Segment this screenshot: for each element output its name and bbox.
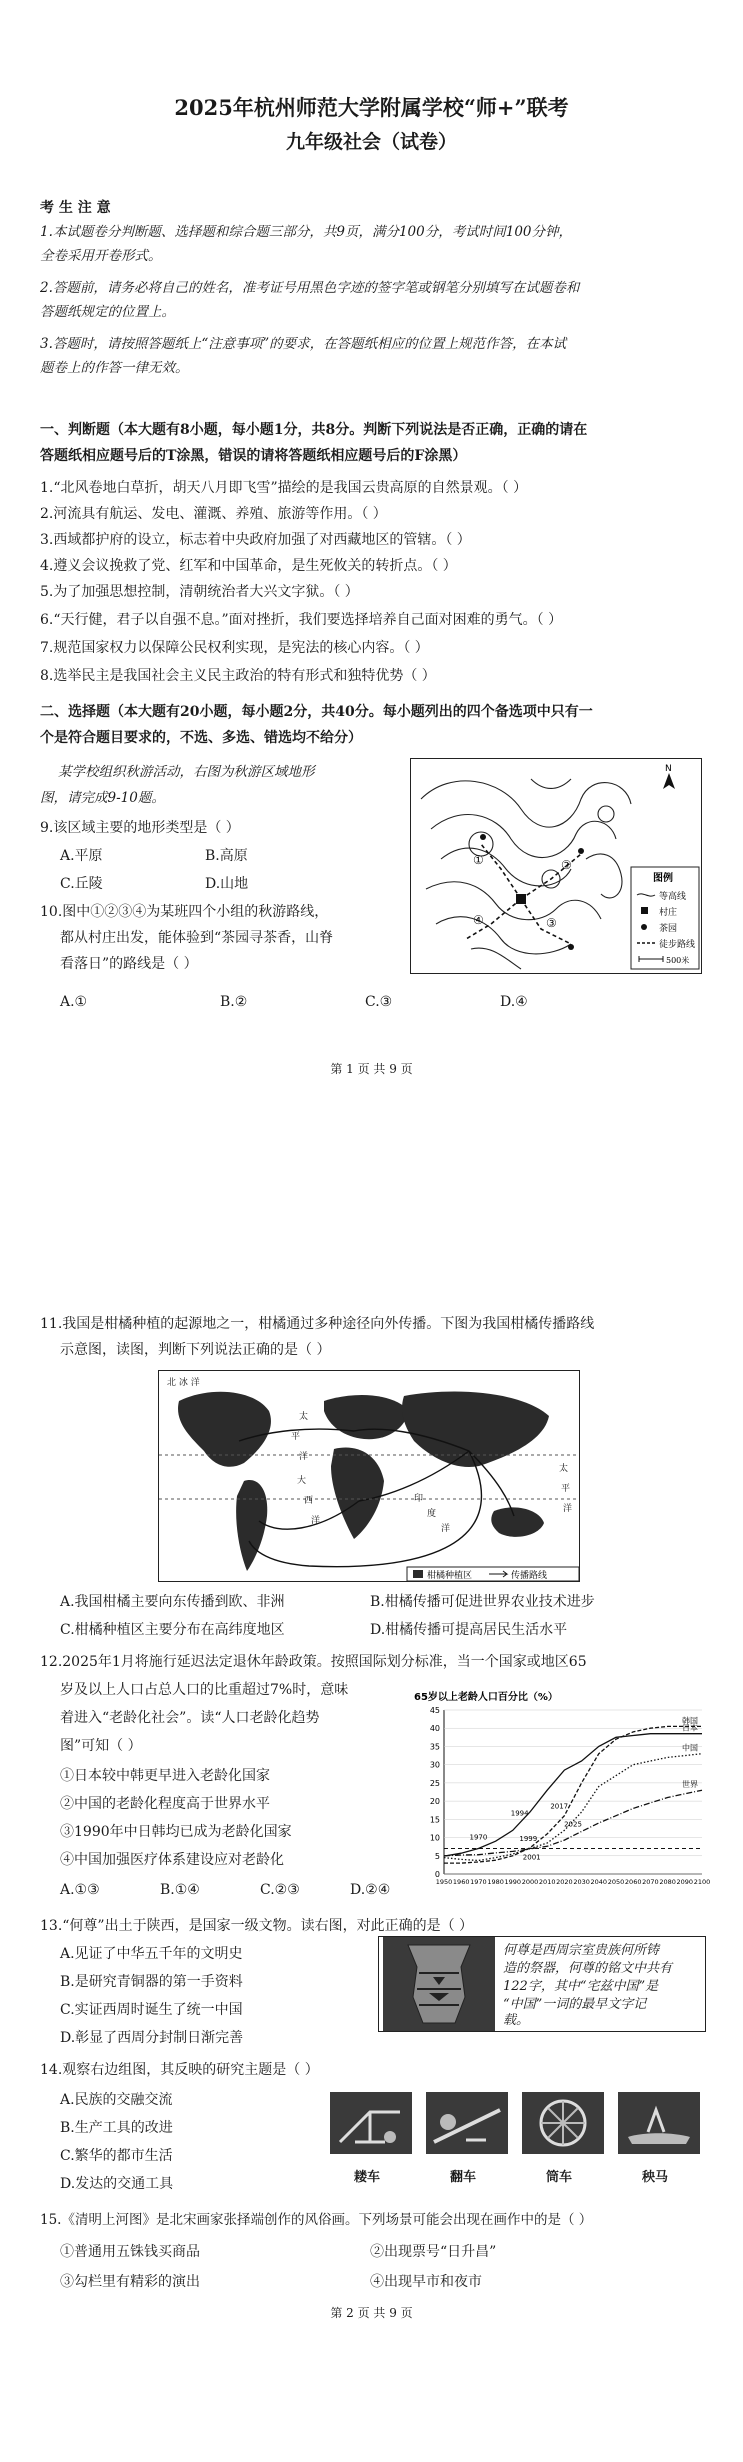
q10-option-a: A.①	[60, 994, 88, 1010]
q11-option-d: D.柑橘传播可提高居民生活水平	[370, 1622, 568, 1638]
page-title: 2025年杭州师范大学附属学校“师+”联考	[174, 95, 569, 120]
q12-stem: 12.2025年1月将施行延迟法定退休年龄政策。按照国际划分标准，当一个国家或地区65	[40, 1654, 587, 1670]
q12-stem: 岁及以上人口占总人口的比重超过7%时，意味	[60, 1682, 349, 1698]
q12-option-c: C.②③	[260, 1882, 300, 1898]
svg-text:洋: 洋	[563, 1504, 573, 1514]
q14-option-a: A.民族的交融交流	[60, 2092, 173, 2108]
page-subtitle: 九年级社会（试卷）	[285, 131, 457, 153]
q15-item: ②出现票号“日升昌”	[370, 2244, 497, 2260]
q9-intro: 某学校组织秋游活动，右图为秋游区域地形	[58, 764, 315, 780]
judgment-item: 3.西域都护府的设立，标志着中央政府加强了对西藏地区的管辖。（ ）	[40, 532, 471, 548]
annotation-label: 2025	[564, 1820, 582, 1829]
q13-option-a: A.见证了中华五千年的文明史	[60, 1946, 243, 1962]
continent-south-america	[236, 1480, 267, 1571]
hiking-route-2	[521, 854, 581, 899]
topographic-map-svg	[411, 759, 702, 974]
north-arrow-icon	[663, 764, 675, 789]
he-zun-vessel-icon	[383, 1937, 495, 2031]
q15-item: ①普通用五铢钱买商品	[60, 2244, 200, 2260]
y-tick-label: 40	[429, 1724, 440, 1734]
q9-option-a: A.平原	[60, 848, 103, 864]
he-zun-caption: 何尊是西周宗室贵族何所铸	[503, 1943, 660, 1958]
svg-text:西: 西	[304, 1496, 314, 1506]
legend-region-icon	[413, 1570, 423, 1578]
x-tick-label: 2070	[642, 1878, 659, 1886]
q10-stem: 10.图中①②③④为某班四个小组的秋游路线，	[40, 904, 329, 920]
q12-option-d: D.②④	[350, 1882, 391, 1898]
q15-stem: 15.《清明上河图》是北宋画家张择端创作的风俗画。下列场景可能会出现在画作中的是（ ）	[40, 2212, 593, 2228]
route-label: ②	[561, 858, 572, 872]
contour-peak	[598, 806, 614, 822]
aging-chart	[410, 1688, 710, 1898]
tool-caption: 翻车	[450, 2170, 477, 2185]
contour-line	[531, 779, 571, 788]
q14-option-d: D.发达的交通工具	[60, 2176, 174, 2192]
q14-option-b: B.生产工具的改进	[60, 2120, 173, 2136]
series-label: 韩国	[682, 1716, 698, 1726]
x-tick-label: 1990	[504, 1878, 522, 1886]
q12-item: ③1990年中日韩均已成为老龄化国家	[60, 1824, 292, 1840]
tools-figure-group	[330, 2092, 710, 2204]
y-tick-label: 20	[429, 1797, 440, 1807]
x-tick-label: 2100	[693, 1878, 710, 1886]
svg-text:柑橘种植区: 柑橘种植区	[427, 1571, 473, 1581]
q11-option-c: C.柑橘种植区主要分布在高纬度地区	[60, 1622, 285, 1638]
svg-text:洋: 洋	[299, 1452, 309, 1462]
notice-line: 全卷采用开卷形式。	[40, 248, 162, 264]
q12-item: ④中国加强医疗体系建设应对老龄化	[60, 1852, 284, 1868]
q10-option-d: D.④	[500, 994, 528, 1010]
svg-text:村庄: 村庄	[659, 908, 678, 918]
q10-option-b: B.②	[220, 994, 248, 1010]
legend-tea-icon	[641, 924, 647, 930]
judgment-item: 1.“北风卷地白草折，胡天八月即飞雪”描绘的是我国云贵高原的自然景观。（ ）	[40, 480, 528, 496]
annotation-label: 1970	[469, 1833, 488, 1842]
q9-option-d: D.山地	[205, 876, 249, 892]
svg-text:印: 印	[414, 1494, 424, 1504]
y-tick-label: 5	[434, 1851, 440, 1861]
x-tick-label: 1980	[487, 1878, 504, 1886]
q15-item: ③勾栏里有精彩的演出	[60, 2274, 200, 2290]
x-tick-label: 2030	[573, 1878, 590, 1886]
svg-text:平: 平	[561, 1484, 571, 1494]
tea-garden-marker	[568, 944, 574, 950]
y-tick-label: 25	[429, 1778, 440, 1788]
svg-text:洋: 洋	[441, 1524, 451, 1534]
svg-text:大: 大	[297, 1476, 307, 1486]
contour-line	[441, 848, 571, 886]
judgment-item: 7.规范国家权力以保障公民权利实现，是宪法的核心内容。（ ）	[40, 640, 429, 656]
y-tick-label: 35	[429, 1742, 440, 1752]
x-tick-label: 1970	[470, 1878, 487, 1886]
series-label: 世界	[682, 1780, 698, 1790]
legend-village-icon	[641, 907, 648, 914]
route-label: ①	[473, 853, 484, 867]
aging-chart-svg	[410, 1688, 710, 1898]
page-footer: 第 1 页 共 9 页	[330, 1062, 413, 1076]
he-zun-figure	[378, 1936, 706, 2032]
section2-header: 二、选择题（本大题有20小题，每小题2分，共40分。每小题列出的四个备选项中只有一	[40, 704, 593, 720]
he-zun-caption: “中国”一词的最早文字记	[503, 1997, 647, 2012]
q14-option-c: C.繁华的都市生活	[60, 2148, 173, 2164]
q11-stem: 11.我国是柑橘种植的起源地之一，柑橘通过多种途径向外传播。下图为我国柑橘传播路线	[40, 1316, 595, 1332]
page-footer: 第 2 页 共 9 页	[330, 2306, 413, 2320]
series-line	[444, 1754, 702, 1861]
continent-australia	[491, 1507, 544, 1536]
continent-africa	[331, 1448, 384, 1539]
y-tick-label: 10	[429, 1833, 440, 1843]
q11-stem: 示意图，读图，判断下列说法正确的是（ ）	[60, 1342, 331, 1358]
q13-option-d: D.彰显了西周分封制日渐完善	[60, 2030, 244, 2046]
contour-line	[421, 781, 631, 827]
annotation-label: 1999	[519, 1835, 538, 1844]
y-tick-label: 45	[429, 1706, 440, 1715]
x-tick-label: 2040	[590, 1878, 608, 1886]
continent-asia	[402, 1392, 549, 1467]
judgment-item: 6.“天行健，君子以自强不息。”面对挫折，我们要选择培养自己面对困难的勇气。（ ）	[40, 612, 563, 628]
route-label: ③	[546, 916, 557, 930]
svg-text:平: 平	[291, 1432, 301, 1442]
svg-text:洋: 洋	[311, 1516, 321, 1526]
svg-text:茶园: 茶园	[659, 924, 678, 934]
notice-line: 答题纸规定的位置上。	[40, 304, 175, 320]
yang-ma-image	[618, 2092, 700, 2154]
q13-option-c: C.实证西周时诞生了统一中国	[60, 2002, 243, 2018]
q10-option-c: C.③	[365, 994, 393, 1010]
annotation-label: 2001	[522, 1853, 541, 1862]
q13-option-b: B.是研究青铜器的第一手资料	[60, 1974, 243, 1990]
x-tick-label: 2010	[538, 1878, 556, 1886]
section2-header: 个是符合题目要求的，不选、多选、错选均不给分）	[40, 730, 362, 746]
contour-line	[431, 815, 616, 858]
x-tick-label: 2090	[676, 1878, 694, 1886]
x-tick-label: 2060	[624, 1878, 642, 1886]
tool-caption: 筒车	[546, 2170, 573, 2185]
village-marker	[516, 894, 526, 904]
q9-intro: 图，请完成9-10题。	[40, 790, 165, 806]
section1-header: 一、判断题（本大题有8小题，每小题1分，共8分。判断下列说法是否正确，正确的请在	[40, 422, 588, 438]
svg-text:徒步路线: 徒步路线	[659, 940, 696, 950]
x-tick-label: 2080	[659, 1878, 676, 1886]
q12-stem: 图”可知（ ）	[60, 1738, 142, 1754]
q10-stem: 看落日”的路线是（ ）	[60, 956, 198, 972]
contour-line	[586, 854, 622, 898]
annotation-label: 2017	[550, 1802, 569, 1811]
he-zun-caption: 载。	[503, 2013, 530, 2028]
x-tick-label: 2000	[521, 1878, 539, 1886]
map-legend	[407, 1567, 579, 1581]
q14-stem: 14.观察右边组图，其反映的研究主题是（ ）	[40, 2062, 319, 2078]
q12-stem: 着进入“老龄化社会”。读“人口老龄化趋势	[60, 1710, 320, 1726]
hiking-route-1	[481, 844, 521, 899]
section1-header: 答题纸相应题号后的T涂黑，错误的请将答题纸相应题号后的F涂黑）	[40, 448, 467, 464]
svg-text:北 冰 洋: 北 冰 洋	[167, 1378, 200, 1388]
he-zun-caption: 造的祭器，何尊的铭文中共有	[503, 1961, 673, 1976]
judgment-item: 5.为了加强思想控制，清朝统治者大兴文字狱。（ ）	[40, 584, 359, 600]
annotation-label: 1994	[510, 1809, 529, 1818]
x-tick-label: 1950	[435, 1878, 453, 1886]
contour-line	[471, 948, 521, 969]
q13-stem: 13.“何尊”出土于陕西，是国家一级文物。读右图，对此正确的是（ ）	[40, 1918, 474, 1934]
x-tick-label: 2050	[607, 1878, 625, 1886]
svg-text:度: 度	[427, 1509, 437, 1519]
svg-text:太: 太	[299, 1412, 309, 1422]
svg-text:传播路线: 传播路线	[511, 1571, 548, 1581]
q12-option-a: A.①③	[60, 1882, 100, 1898]
judgment-item: 4.遵义会议挽救了党、红军和中国革命，是生死攸关的转折点。（ ）	[40, 558, 457, 574]
topographic-map	[410, 758, 702, 974]
series-line	[444, 1726, 702, 1863]
y-tick-label: 0	[434, 1870, 440, 1879]
svg-text:太: 太	[559, 1464, 569, 1474]
tool-caption: 耧车	[354, 2170, 381, 2185]
q11-option-a: A.我国柑橘主要向东传播到欧、非洲	[60, 1594, 285, 1610]
tool-caption: 秧马	[642, 2170, 669, 2185]
lou-che-image	[330, 2092, 412, 2154]
y-tick-label: 30	[429, 1760, 440, 1770]
q12-option-b: B.①④	[160, 1882, 200, 1898]
q12-item: ①日本较中韩更早进入老龄化国家	[60, 1768, 270, 1784]
svg-text:图例: 图例	[653, 873, 673, 884]
q12-item: ②中国的老龄化程度高于世界水平	[60, 1796, 270, 1812]
notice-line: 2.答题前，请务必将自己的姓名，准考证号用黑色字迹的签字笔或钢笔分别填写在试题卷和	[40, 280, 580, 296]
svg-text:N: N	[665, 764, 672, 774]
notice-heading: 考 生 注 意	[40, 200, 111, 216]
map-legend	[631, 867, 699, 969]
he-zun-caption: 122字，其中“宅兹中国”是	[503, 1979, 659, 1994]
judgment-item: 2.河流具有航运、发电、灌溉、养殖、旅游等作用。（ ）	[40, 506, 387, 522]
svg-text:500米: 500米	[666, 956, 690, 965]
route-label: ④	[473, 913, 484, 927]
q15-item: ④出现早市和夜市	[370, 2274, 482, 2290]
q11-option-b: B.柑橘传播可促进世界农业技术进步	[370, 1594, 595, 1610]
q10-stem: 都从村庄出发，能体验到“茶园寻茶香，山脊	[60, 930, 334, 946]
contour-line	[426, 882, 601, 920]
x-tick-label: 2020	[556, 1878, 573, 1886]
tea-garden-marker	[578, 848, 584, 854]
series-label: 日本	[682, 1723, 698, 1733]
x-tick-label: 1960	[452, 1878, 470, 1886]
notice-line: 1.本试题卷分判断题、选择题和综合题三部分，共9页，满分100分，考试时间100分钟，	[40, 224, 573, 240]
notice-line: 3.答题时，请按照答题纸上“注意事项”的要求，在答题纸相应的位置上规范作答，在本试	[40, 336, 567, 352]
tong-che-image	[522, 2092, 604, 2154]
continent-europe	[324, 1395, 409, 1439]
y-tick-label: 15	[429, 1815, 440, 1825]
q9-option-c: C.丘陵	[60, 876, 103, 892]
continent-north-america	[178, 1392, 271, 1467]
q9-option-b: B.高原	[205, 848, 248, 864]
notice-line: 题卷上的作答一律无效。	[40, 360, 189, 376]
svg-text:等高线: 等高线	[659, 892, 687, 902]
citrus-spread-map	[158, 1370, 580, 1582]
series-label: 中国	[682, 1743, 698, 1753]
fan-che-image	[426, 2092, 508, 2154]
chart-title: 65岁以上老龄人口百分比（%）	[414, 1692, 558, 1703]
q9-stem: 9.该区域主要的地形类型是（ ）	[40, 820, 240, 836]
judgment-item: 8.选举民主是我国社会主义民主政治的特有形式和独特优势（ ）	[40, 668, 436, 684]
tea-garden-marker	[480, 834, 486, 840]
